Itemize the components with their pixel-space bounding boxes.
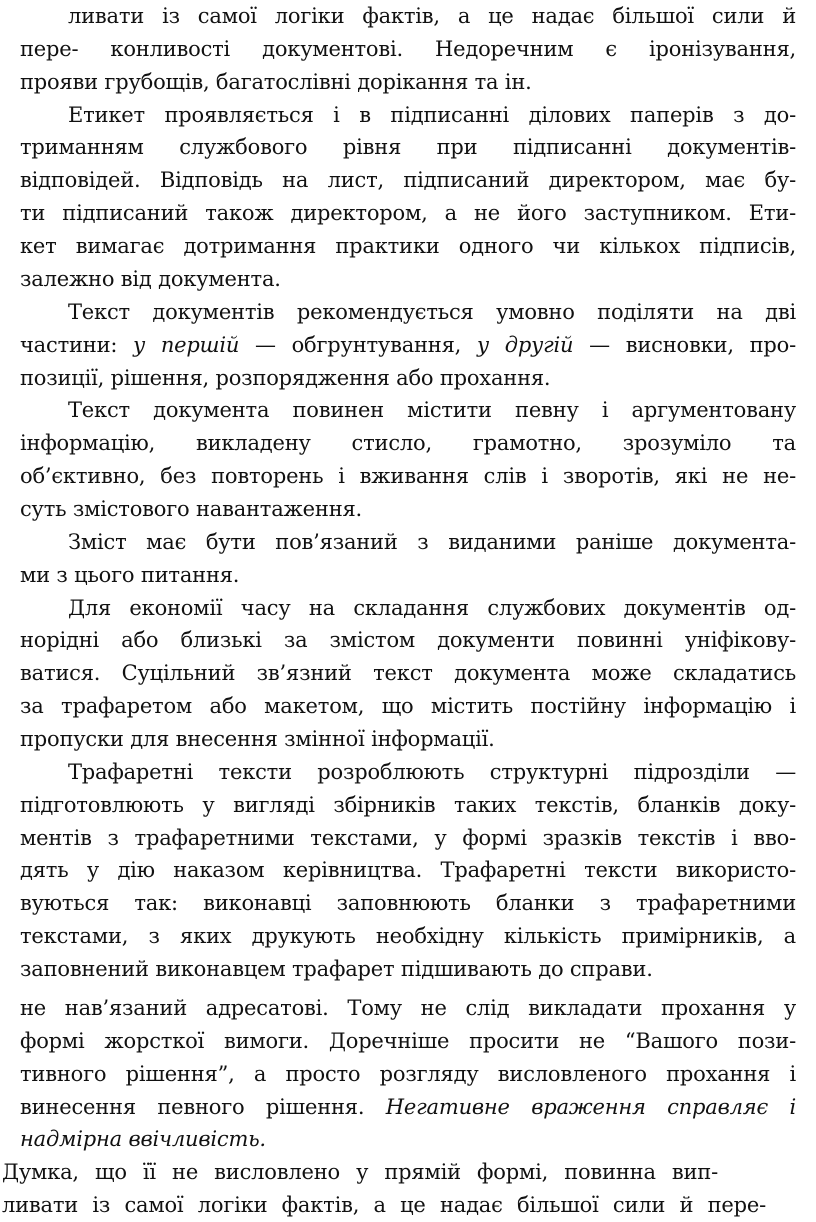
text-line: позиції, рішення, розпорядження або прохання. xyxy=(20,365,551,390)
text-line: ти підписаний також директором, а не його заступником. Ети- xyxy=(20,201,796,226)
text-line: формі жорсткої вимоги. Доречніше просити не “Вашого пози- xyxy=(20,1028,796,1053)
text-line: за трафаретом або макетом, що містить постійну інформацію і xyxy=(20,694,796,719)
text-line: пропуски для внесення змінної інформації. xyxy=(20,727,495,752)
text-line: пере- конливості документові. Недоречним є іронізування, xyxy=(20,36,796,61)
text-line: прояви грубощів, багатослівні дорікання та ін. xyxy=(20,69,532,94)
text-line: інформацію, викладену стисло, грамотно, зрозуміло та xyxy=(20,431,796,456)
text-line: надмірна ввічливість. xyxy=(20,1127,266,1152)
text-line: тивного рішення”, а просто розгляду висловленого прохання і xyxy=(20,1061,796,1086)
text-line: ватися. Суцільний зв’язний текст документа може складатись xyxy=(20,661,796,686)
text-line: Етикет проявляється і в підписанні ділових паперів з до- xyxy=(68,102,796,127)
text-line: дять у дію наказом керівництва. Трафаретні тексти використо- xyxy=(20,858,796,883)
text-line: Зміст має бути пов’язаний з виданими раніше документа- xyxy=(68,529,796,554)
text-span: частини: xyxy=(20,332,134,357)
text-span: — висновки, про- xyxy=(573,332,796,357)
text-line: заповнений виконавцем трафарет підшивають до справи. xyxy=(20,957,653,982)
text-line: норідні або близькі за змістом документи повинні уніфікову- xyxy=(20,628,796,653)
text-line: ливати із самої логіки фактів, а це надає більшої сили й пере- xyxy=(2,1193,766,1218)
text-line: ментів з трафаретними текстами, у формі зразків текстів і вво- xyxy=(20,825,796,850)
italic-sentence: Негативне враження справляє і xyxy=(385,1094,796,1119)
text-line: Трафаретні тексти розроблюють структурні підрозділи — xyxy=(68,759,796,784)
text-line: об’єктивно, без повторень і вживання слів і зворотів, які не не- xyxy=(20,464,796,489)
text-line: Текст документа повинен містити певну і аргументовану xyxy=(68,398,796,423)
text-line: ливати із самої логіки фактів, а це надає більшої сили й xyxy=(68,4,796,28)
text-line: Текст документів рекомендується умовно поділяти на дві xyxy=(68,299,796,324)
text-line: текстами, з яких друкують необхідну кількість примірників, а xyxy=(20,924,796,949)
text-line xyxy=(20,1091,796,1124)
text-line: відповідей. Відповідь на лист, підписаний директором, має бу- xyxy=(20,168,796,193)
text-line: підготовлюють у вигляді збірників таких текстів, бланків доку- xyxy=(20,792,796,817)
text-span: — обгрунтування, xyxy=(239,332,477,357)
text-line: залежно від документа. xyxy=(20,266,281,291)
text-line: Думка, що її не висловлено у прямій формі, повинна вип- xyxy=(2,1160,718,1185)
text-line: Для економії часу на складання службових документів од- xyxy=(68,595,796,620)
italic-term: у першій xyxy=(133,332,240,357)
italic-term: у другій xyxy=(476,332,574,357)
text-line: не нав’язаний адресатові. Тому не слід викладати прохання у xyxy=(20,995,796,1020)
text-line: вуються так: виконавці заповнюють бланки з трафаретними xyxy=(20,891,796,916)
text-line: ми з цього питання. xyxy=(20,562,240,587)
text-span: винесення певного рішення. xyxy=(20,1094,386,1119)
text-line: триманням службового рівня при підписанні документів- xyxy=(20,135,796,160)
text-line xyxy=(20,329,796,362)
text-line: кет вимагає дотримання практики одного чи кількох підписів, xyxy=(20,234,796,259)
text-line: суть змістового навантаження. xyxy=(20,496,363,521)
